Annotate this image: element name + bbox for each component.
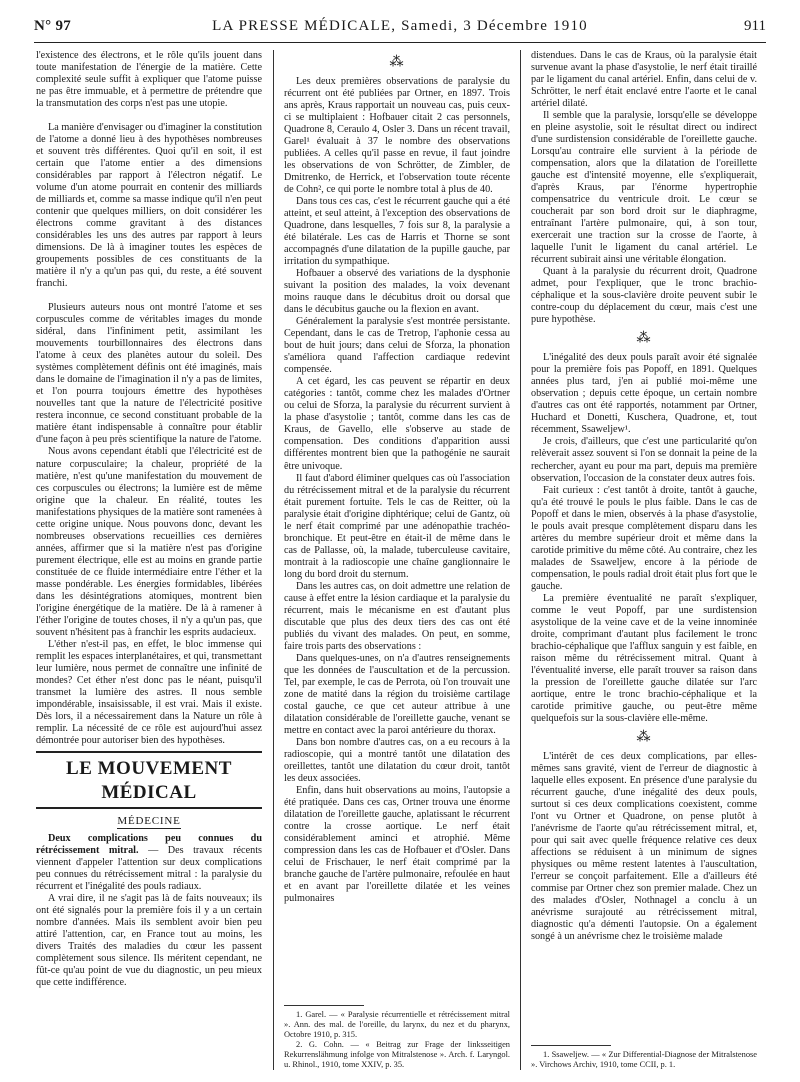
paragraph: Dans bon nombre d'autres cas, on a eu recours à la radioscopie, qui a montré tantôt une dilatation des oreillettes, tantôt une dilatation du cœur droit, tantôt les deux associées. xyxy=(284,736,510,784)
paragraph: Dans les autres cas, on doit admettre une relation de cause à effet entre la lésion cardiaque et la paralysie du récurrent, mais le mécanisme en est d'autant plus discutable que plus des deux tiers des cas ont été publiés du vivant des malades. On peut, en somme, faire trois parts des observations : xyxy=(284,580,510,652)
column-divider xyxy=(273,50,274,1070)
section-label: MÉDECINE xyxy=(117,814,181,827)
paragraph: l'existence des électrons, et le rôle qu'ils jouent dans toute manifestation de l'énergie de la matière. Cette complexité seule suffit à expliquer que l'atome puisse ne pas être immuable, et à permettre de prétendre que la transmutation des corps n'est pas une utopie. xyxy=(36,50,262,110)
paragraph: Généralement la paralysie s'est montrée persistante. Cependant, dans le cas de Tretrop, l'aphonie cessa au bout de huit jours; dans celui de Sforza, la phonation s'améliora quand l'affection cardiaque redevint compensée. xyxy=(284,316,510,376)
paragraph: Il semble que la paralysie, lorsqu'elle se développe en pleine asystolie, soit le résultat direct ou indirect d'une surdistension considérable de l'oreillette gauche. Lorsqu'au contraire elle survient à la période de compensation, alors que la dilatation de l'oreillette gauche est d'intensité moyenne, elle s'expliquerait, d'après Kraus, par l'énorme hypertrophie compensatrice du ventricule droit. Le cœur se coucherait par son bord droit sur le diaphragme, entraînant l'artère pulmonaire, qui, à son tour, exercerait une traction sur la crosse de l'aorte, à laquelle l'unit le ligament du canal artériel. Le récurrent subirait ainsi une véritable élongation. xyxy=(531,110,757,266)
footnote: 1. Garel. — « Paralysie récurrentielle et rétrécissement mitral ». Ann. des mal. de l'oreille, du larynx, du nez et du pharynx, Octobre 1910, p. 315. xyxy=(284,1010,510,1039)
paragraph: A cet égard, les cas peuvent se répartir en deux catégories : tantôt, comme chez les malades d'Ortner ou celui de Sforza, la paralysie du récurrent survient à la phase d'asystolie ; tantôt, comme dans les cas de Kraus, de Gavello, elle s'observe au stade de compensation. Des conditions d'apparition aussi différentes montrent bien que la pathogénie ne saurait être univoque. xyxy=(284,376,510,472)
paragraph: L'inégalité des deux pouls paraît avoir été signalée pour la première fois pas Popoff, en 1891. Quelques années plus tard, j'en ai publié moi-même une observation ; depuis cette époque, un certain nombre d'autres cas ont été rapportés, notamment par Ortner, Huchard et Donetti, Kuschera, Quadrone, et, tout récemment, Ssaweljew¹. xyxy=(531,352,757,436)
footnote-rule xyxy=(531,1045,611,1046)
paragraph: Je crois, d'ailleurs, que c'est une particularité qu'on relèverait assez souvent si l'on se donnait la peine de la rechercher, ayant eu pour ma part, depuis ma première observation, l'occasion de la constater deux autres fois. xyxy=(531,436,757,484)
paragraph: Nous avons cependant établi que l'électricité est de nature corpusculaire; la chaleur, propriété de la matière, n'est qu'une manifestation du mouvement de ces corpuscules ou électrons; la lumière est de même origine que la chaleur. En réalité, toutes les manifestations physiques de la matière sont ramenées à cette origine unique. Nous pouvons donc, devant les nombreuses observations recueillies ces dernières années, affirmer que si la matière n'est pas d'origine purement électrique, elle est au moins en grande partie constituée de ce fluide intermédiaire entre l'éther et la masse pondérable. Les énergies formidables, libérées dans les désintégrations atomiques, montrent bien l'origine énergétique de la matière. De là à ramener à l'éther l'origine de toutes choses, il n'y a qu'un pas, que souvent n'hésitent pas à franchir les esprits audacieux. xyxy=(36,446,262,638)
section-separator: ⁂ xyxy=(636,729,652,745)
footnote-rule xyxy=(284,1005,364,1006)
paragraph: Dans tous ces cas, c'est le récurrent gauche qui a été atteint, et seul atteint, à l'exception des observations de Quadrone, dans lesquelles, 7 fois sur 8, la paralysie a été bilatérale. Les cas de Harris et Thorne se sont accompagnés d'une dilatation de la pupille gauche, par irritation du sympathique. xyxy=(284,196,510,268)
column-1 xyxy=(36,50,262,1070)
footnotes xyxy=(284,997,510,1070)
paragraph: Plusieurs auteurs nous ont montré l'atome et ses corpuscules comme de véritables images du monde sidéral, dans l'infiniment petit, assimilant les mouvements tourbillonnaires des électrons dans l'atome à ceux des planètes autour du soleil. Des systèmes complètement définis ont été imaginés, mais dans le domaine de l'imagination il n'y a pas de limites, et l'on pourra toujours émettre des hypothèses nouvelles tant que la nature de l'électricité positive restera inconnue, ce second constituant probable de la matière étant indispensable à connaître pour établir d'une façon à peu près scientifique la nature de l'atome. xyxy=(36,302,262,446)
paragraph: Dans quelques-unes, on n'a d'autres renseignements que les données de l'auscultation et de la percussion. Tel, par exemple, le cas de Perrota, où l'on trouvait une zone de matité dans la région du troisième cartilage costal gauche, ce que cet auteur attribue à une dilatation considérable de l'oreillette gauche, venant se mettre en contact avec la paroi antérieure du thorax. xyxy=(284,652,510,736)
paragraph: L'éther n'est-il pas, en effet, le bloc immense qui remplit les espaces interplanétaires, et qui, transmettant leur lumière, nous permet de connaître une infinité de mondes? Cet éther n'est donc pas le néant, puisqu'il transmet la lumière des astres. Il nous semble impondérable, insaisissable, il est vrai. Mais il existe. Dès lors, il a nécessairement dans la Nature un rôle à remplir. La nécessité de ce rôle est aujourd'hui assez démontrée pour autoriser bien des hypothèses. xyxy=(36,638,262,746)
paragraph: A vrai dire, il ne s'agit pas là de faits nouveaux; ils ont été signalés pour la première fois il y a un certain nombre d'années. Mais ils semblent avoir bien peu attiré l'attention, car, en France tout au moins, les divers Traités des maladies du cœur les passent complètement sous silence. Ils méritent cependant, ne fût-ce qu'au point de vue du diagnostic, un peu mieux que cette indifférence. xyxy=(36,892,262,989)
journal-title: LA PRESSE MÉDICALE, Samedi, 3 Décembre 1910 xyxy=(212,18,588,34)
paragraph: Il faut d'abord éliminer quelques cas où l'association du rétrécissement mitral et de la paralysie du récurrent était purement fortuite. Tels le cas de Reitter, où la paralysie était d'origine diphtérique; celui de Gantz, où le nerf était comprimé par une adénopathie trachéo-bronchique. Et peut-être en était-il de même dans le cas de Pallasse, où, la malade, tuberculeuse cavitaire, montrait à la radioscopie une chaîne ganglionnaire le long du bord droit du sternum. xyxy=(284,472,510,580)
paragraph: La manière d'envisager ou d'imaginer la constitution de l'atome a donné lieu à des hypothèses nombreuses et souvent très différentes. Quoi qu'il en soit, il est certain que l'atome entier a des dimensions considérables par rapport à l'électron négatif. Le volume d'un atome pourrait en contenir des milliards de milliards et, comme sa masse indique qu'il n'en peut contenir que quelques milliers, on doit considérer les électrons comme gravitant à des distances considérables les uns des autres par rapport à leurs dimensions. De là à imaginer toutes les espèces de groupements possibles de ces constituants de la matière il n'y a qu'un pas qui, du reste, a été souvent franchi. xyxy=(36,122,262,290)
section-heading xyxy=(36,815,262,827)
article-intro xyxy=(36,833,262,893)
paragraph: L'intérêt de ces deux complications, par elles-mêmes sans gravité, vient de l'erreur de diagnostic à laquelle elles exposent. En présence d'une paralysie du récurrent gauche, d'une inégalité des deux pouls, surtout si ces deux complications coexistent, comme l'ont vu Ortner et Quadrone, on pense plutôt à l'anévrisme de l'aorte qu'au rétrécissement mitral, et, pour qui sait avec quelle fréquence relative ces deux affections se réduisent à un minimum de signes physiques ou même restent latentes à l'auscultation, l'erreur se conçoit parfaitement. Elle a d'ailleurs été commise par Ortner chez son premier malade. Chez un des malades d'Osler, Nothnagel a conclu à un anévrisme surajouté au rétrécissement mitral, diagnostic qu'a démenti l'autopsie. On a également songé à un anévrisme chez le troisième malade xyxy=(531,750,757,943)
paragraph: Quant à la paralysie du récurrent droit, Quadrone admet, pour l'expliquer, que le tronc brachio-céphalique et la sous-clavière droite peuvent subir le contre-coup du déplacement du cœur, mais c'est une pure hypothèse. xyxy=(531,266,757,326)
paragraph: La première éventualité ne paraît s'expliquer, comme le veut Popoff, par une surdistension asystolique de la veine cave et de la veine innominée droite, comprimant d'autant plus facilement le tronc brachio-céphalique que l'afflux sanguin y est faible, en raison même du rétrécissement mitral. Quant à l'éventualité inverse, elle paraît trouver sa raison dans la pression de l'oreillette gauche dilatée sur l'arc aortique, entre le tronc brachio-céphalique et la carotide primitive gauche, ou peut-être même quelquefois sur la sous-clavière elle-même. xyxy=(531,592,757,724)
paragraph: Fait curieux : c'est tantôt à droite, tantôt à gauche, qu'a été trouvé le pouls le plus faible. Dans le cas de Popoff et dans le mien, observés à la phase d'asystolie, le pouls avait presque complètement disparu dans les artères du membre supérieur droit et même dans la carotide primitive du même côté. Au contraire, chez les malades de Ssaweljew, encore à la période de compensation, le pouls radial droit était plus fort que le gauche. xyxy=(531,484,757,592)
section-banner: LE MOUVEMENT MÉDICAL xyxy=(36,751,262,809)
issue-number: N° 97 xyxy=(34,18,72,34)
column-2 xyxy=(284,50,510,1070)
section-separator: ⁂ xyxy=(636,331,652,347)
column-divider xyxy=(520,50,521,1070)
paragraph: Hofbauer a observé des variations de la dysphonie suivant la position des malades, la voix devenant moins rauque dans le décubitus droit ou dorsal que dans le décubitus gauche ou la flexion en avant. xyxy=(284,268,510,316)
paragraph: distendues. Dans le cas de Kraus, où la paralysie était survenue avant la phase d'asystolie, le nerf était tiraillé par le ligament du canal artériel. Enfin, dans celui de v. Schrötter, le nerf était enclavé entre l'aorte et le canal artériel dilaté. xyxy=(531,50,757,110)
section-separator: ⁂ xyxy=(389,55,405,70)
paragraph: Les deux premières observations de paralysie du récurrent ont été publiées par Ortner, en 1897. Trois ans après, Kraus rapportait un nouveau cas, puis ceux-ci se multiplaient : Hofbauer citait 2 cas personnels, Quadrone 8, Ceraulo 4, Osler 3. Dans un récent travail, Garel¹ évaluait à 37 le nombre des observations publiées. A celles qu'il passe en revue, il faut joindre les observations de von Schrötter, de Zimbler, de Dmitrenko, de Herrick, et l'observation toute récente de Cohn², ce qui porte le nombre total à plus de 40. xyxy=(284,76,510,196)
page-number: 911 xyxy=(744,18,766,34)
paragraph: Enfin, dans huit observations au moins, l'autopsie a été pratiquée. Dans ces cas, Ortner trouva une énorme dilatation de l'oreillette gauche, aplatissant le récurrent contre la crosse aortique. Le nerf était considérablement aminci et atrophié. Même compression dans les cas de Hofbauer et d'Osler. Dans celui de Frischauer, le nerf était comprimé par la branche gauche de l'artère pulmonaire, refoulée en haut et en avant par l'oreillette dilatée et les veines pulmonaires xyxy=(284,784,510,905)
footnotes xyxy=(531,1037,757,1070)
page-header xyxy=(34,14,766,43)
column-3 xyxy=(531,50,757,1070)
article-lead: — Des travaux récents viennent d'appeler l'attention sur deux complications peu connues du rétrécissement mitral : la paralysie du récurrent et l'inégalité des pouls radiaux. xyxy=(36,844,262,892)
article-title: Deux complications peu connues du rétrécissement mitral. xyxy=(36,832,262,856)
footnote: 2. G. Cohn. — « Beitrag zur Frage der linksseitigen Rekurrenslähmung infolge von Mitralstenose ». Arch. f. Laryngol. u. Rhinol., 1910, tome XXIV, p. 35. xyxy=(284,1040,510,1069)
footnote: 1. Ssaweljew. — « Zur Differential-Diagnose der Mitralstenose ». Virchows Archiv, 1910, tome CCII, p. 1. xyxy=(531,1050,757,1069)
